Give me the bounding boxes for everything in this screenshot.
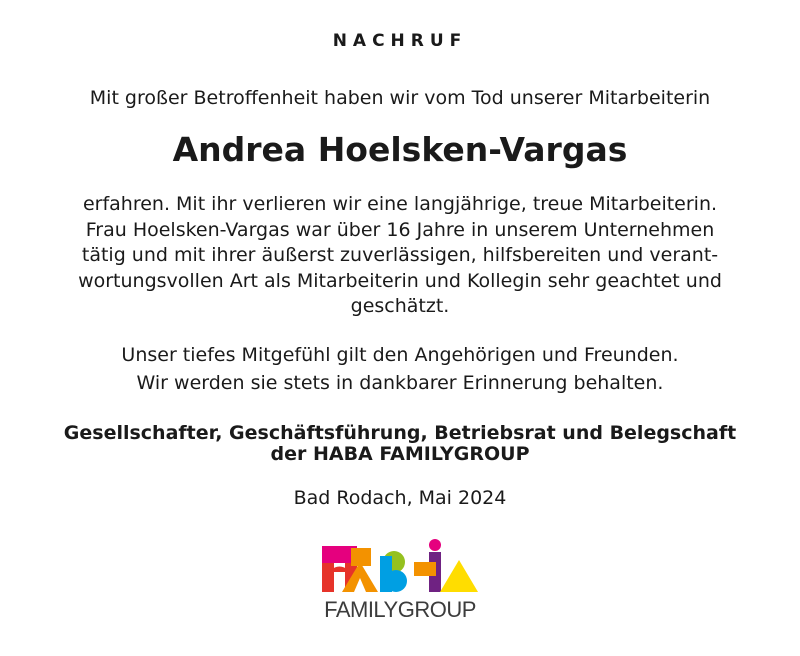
place-date: Bad Rodach, Mai 2024: [293, 487, 507, 509]
intro-text: Mit großer Betroffenheit haben wir vom Tod unserer Mitarbeiterin: [89, 87, 711, 109]
logo-subtitle: FAMILYGROUP: [324, 597, 476, 622]
logo-a2-bar: [414, 562, 436, 576]
sympathy-line: Wir werden sie stets in dankbarer Erinnerung behalten.: [136, 372, 664, 394]
notice-heading: NACHRUF: [332, 31, 468, 51]
body-line: erfahren. Mit ihr verlieren wir eine langjährige, treue Mitarbeiterin.: [82, 193, 718, 215]
signature-line: Gesellschafter, Geschäftsführung, Betriebsrat und Belegschaft: [63, 422, 737, 444]
sympathy-paragraph: [0, 341, 800, 397]
signature-block: [0, 423, 800, 465]
logo-b-bottom-circle: [385, 570, 407, 592]
logo-a1-block: [351, 548, 371, 566]
body-paragraph: [40, 192, 760, 320]
logo-dot: [429, 539, 441, 551]
logo-a2-triangle: [440, 560, 478, 592]
body-line: geschätzt.: [350, 295, 450, 317]
body-line: Frau Hoelsken-Vargas war über 16 Jahre in unserem Unternehmen: [85, 218, 715, 241]
signature-line: der HABA FAMILYGROUP: [270, 443, 530, 465]
body-line: tätig und mit ihrer äußerst zuverlässigen, hilfsbereiten und verant-: [81, 244, 719, 266]
deceased-name: Andrea Hoelsken-Vargas: [172, 130, 628, 169]
sympathy-line: Unser tiefes Mitgefühl gilt den Angehörigen und Freunden.: [121, 344, 679, 366]
body-line: wortungsvollen Art als Mitarbeiterin und Kollegin sehr geachtet und: [78, 269, 722, 292]
